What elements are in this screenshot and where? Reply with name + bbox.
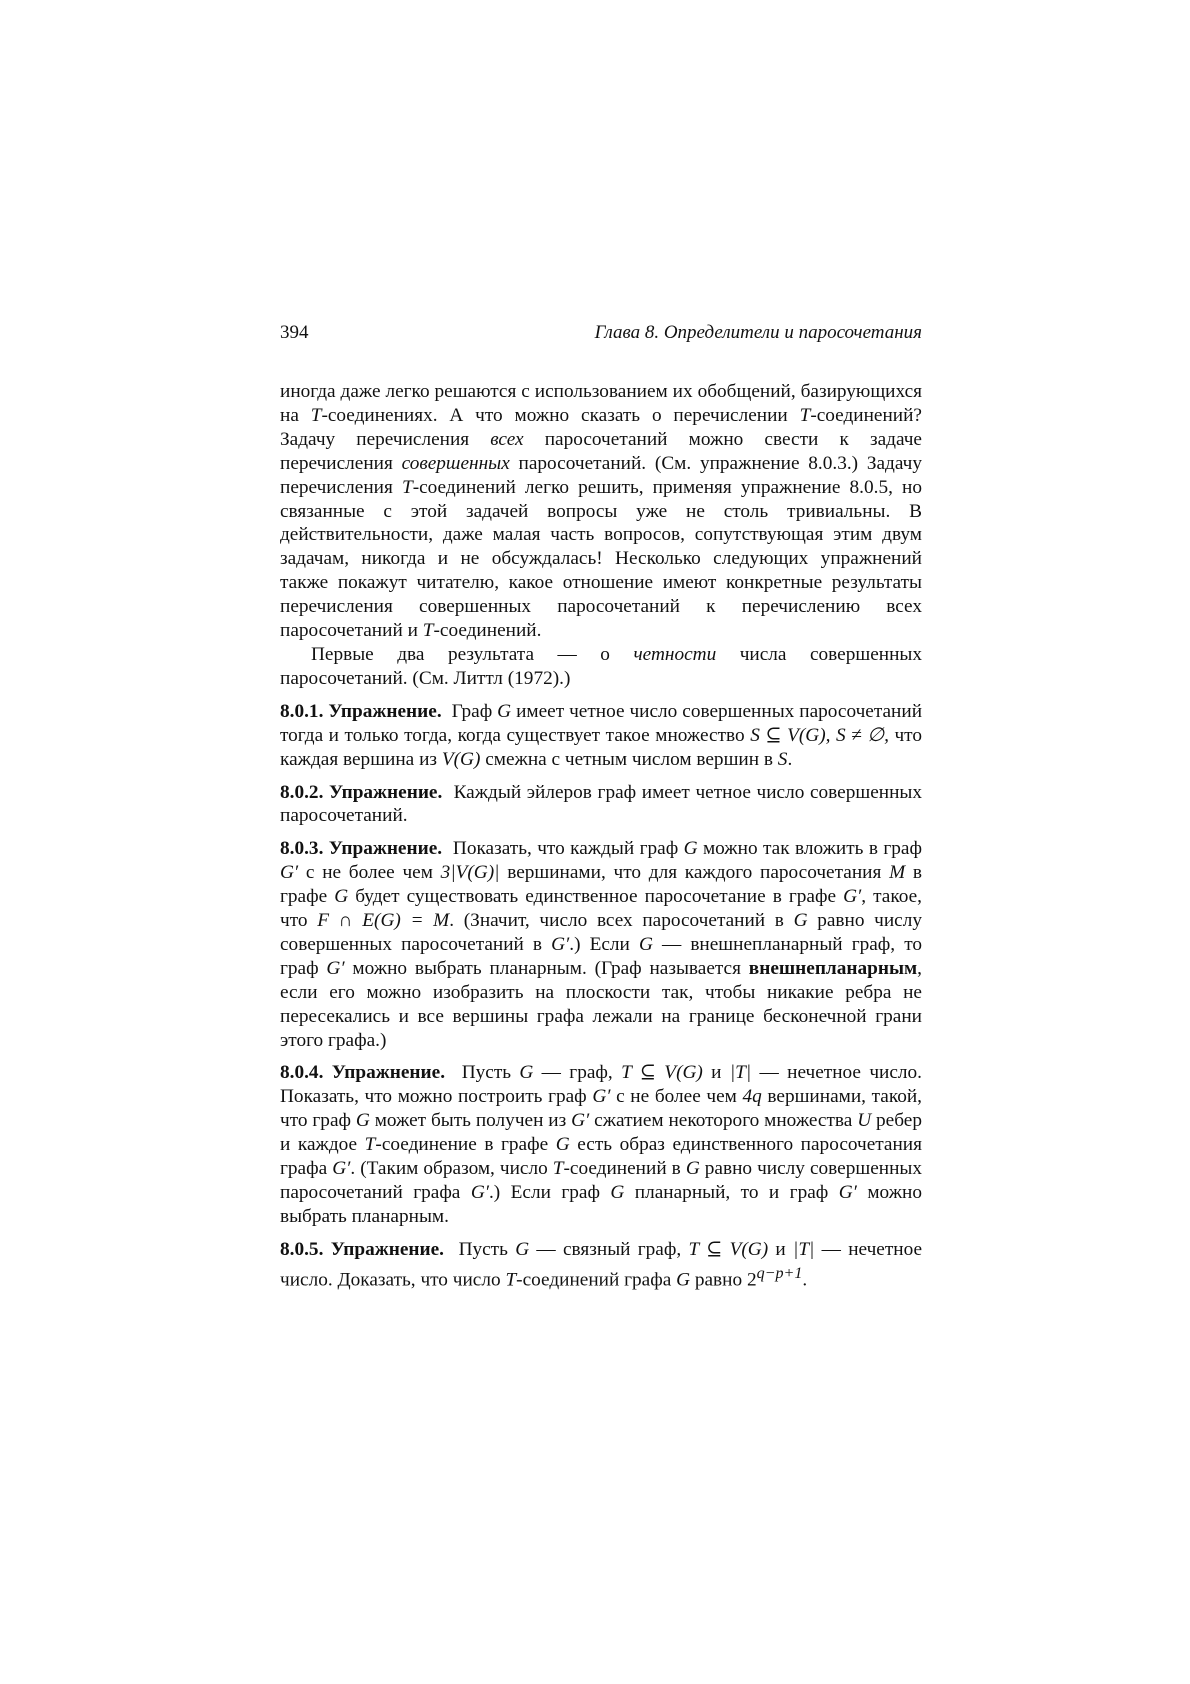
text-run: .: [787, 748, 793, 770]
text-run: — внешнепланарный граф, то граф: [280, 933, 923, 979]
math: G: [685, 1158, 700, 1180]
text-run: сжатием некоторого множества: [589, 1110, 858, 1132]
math: G: [355, 1110, 370, 1132]
body-text: [280, 380, 922, 1292]
text-run: .: [802, 1269, 808, 1291]
emphasis: всех: [490, 428, 524, 450]
text-run: Граф: [451, 700, 498, 722]
exercise-8-0-3: [280, 837, 922, 1052]
math: F ∩ E(G) = M: [317, 910, 450, 932]
text-run: есть образ единственного паросочетания графа: [280, 1134, 922, 1180]
text-run: ребер и каждое: [280, 1110, 922, 1156]
text-run: и: [702, 1062, 730, 1084]
text-run: можно выбрать планарным.: [280, 1182, 922, 1227]
math: G: [793, 910, 808, 932]
text-run: иногда даже легко решаются с использованием их обобщений, базирующихся на: [280, 381, 922, 426]
math: G: [555, 1134, 570, 1156]
math: G: [638, 933, 653, 955]
math: S ⊆ V(G), S ≠ ∅,: [750, 724, 889, 746]
math: M: [889, 862, 906, 884]
math-base: 2: [746, 1269, 757, 1291]
math: V(G): [441, 748, 481, 770]
text-run: -соединений легко решить, применяя упражнение 8.0.5, но связанные с этой задачей вопросы уже не столь тривиальны. В действительности, даже малая часть вопросов, сопутствующая этим двум задачам, никогда и не обсуждалась! Несколько следующих упражнений также покажут читателю, какое отношение имеют конкретные результаты перечисления совершенных паросочетаний к перечислению всех паросочетаний и: [280, 476, 922, 642]
text-run: равно: [690, 1269, 747, 1291]
math: G: [676, 1269, 691, 1291]
text-run: в графе: [280, 862, 922, 908]
text-run: паросочетаний можно свести к задаче перечисления: [280, 428, 922, 474]
emphasis: четности: [633, 643, 717, 665]
math: G′: [280, 862, 299, 884]
text-run: можно выбрать планарным. (Граф называется: [344, 957, 749, 979]
text-run: Пусть: [458, 1238, 516, 1260]
text-run: .) Если граф: [488, 1182, 611, 1203]
math: U: [857, 1110, 872, 1132]
math: 3|V(G)|: [440, 862, 500, 884]
math: G: [497, 700, 512, 722]
exercise-8-0-5: [280, 1238, 922, 1292]
exercise-number: 8.0.3.: [280, 838, 324, 860]
text-run: Пусть: [461, 1062, 520, 1084]
math-exponent: q−p+1: [756, 1264, 803, 1282]
text-run: -соединений.: [433, 620, 542, 642]
math: |T|: [793, 1238, 815, 1260]
math-T: T: [401, 476, 413, 498]
math: G′: [326, 957, 345, 979]
math: G: [519, 1062, 534, 1084]
exercise-number: 8.0.1.: [280, 700, 324, 722]
text-run: . (Таким образом, число: [350, 1158, 553, 1180]
text-run: , такое, что: [280, 886, 922, 932]
text-run: -соединение в графе: [375, 1134, 556, 1156]
text-run: что каждая вершина из: [280, 724, 922, 770]
exercise-number: 8.0.5.: [280, 1238, 324, 1260]
math: G′: [470, 1182, 489, 1203]
text-run: можно так вложить в граф: [697, 838, 922, 860]
math-T: T: [310, 404, 322, 426]
text-run: Первые два результата — о: [311, 643, 634, 665]
exercise-number: 8.0.2.: [280, 781, 324, 803]
text-run: Показать, что каждый граф: [452, 838, 684, 860]
math: T ⊆ V(G): [621, 1062, 703, 1084]
math: G: [334, 886, 349, 908]
exercise-8-0-1: [280, 700, 922, 772]
text-run: с не более чем: [610, 1086, 743, 1108]
text-run: с не более чем: [298, 862, 441, 884]
math-T: T: [799, 404, 811, 426]
math: G′: [843, 886, 862, 908]
math: T: [364, 1134, 376, 1156]
math: |T|: [729, 1062, 752, 1084]
text-run: Каждый эйлеров граф имеет четное число совершенных паросочетаний.: [280, 781, 922, 827]
text-run: смежна с четным числом вершин в: [480, 748, 778, 770]
second-paragraph: [280, 643, 922, 691]
text-run: равно числу совершенных паросочетаний графа: [280, 1158, 922, 1203]
text-run: вершинами, что для каждого паросочетания: [499, 862, 890, 884]
math: G′: [592, 1086, 611, 1108]
emphasis: совершенных: [401, 452, 510, 474]
text-run: имеет четное число совершенных паросочетаний тогда и только тогда, когда существует такое множество: [280, 700, 923, 746]
text-run: -соединениях. А что можно сказать о перечислении: [321, 404, 800, 426]
exercise-title: Упражнение.: [329, 781, 443, 803]
math: G: [515, 1238, 530, 1260]
defined-term: внешнепланарным: [748, 957, 918, 979]
math: G: [683, 838, 698, 860]
text-run: — нечетное число. Доказать, что число: [280, 1238, 923, 1291]
math: T ⊆ V(G): [688, 1238, 769, 1260]
page-header: [280, 322, 922, 350]
text-run: .) Если: [569, 933, 639, 955]
text-run: — нечетное число. Показать, что можно построить граф: [280, 1062, 922, 1108]
math: G′: [332, 1158, 351, 1180]
math: T: [552, 1158, 564, 1180]
text-run: . (Значит, число всех паросочетаний в: [449, 910, 794, 932]
text-run: паросочетаний. (См. упражнение 8.0.3.) Задачу перечисления: [280, 452, 922, 498]
running-head: Глава 8. Определители и паросочетания: [594, 322, 922, 343]
text-run: и: [768, 1238, 794, 1260]
exercise-title: Упражнение.: [331, 1062, 446, 1084]
text-run: — связный граф,: [529, 1238, 689, 1260]
exercise-title: Упражнение.: [328, 838, 443, 860]
exercise-title: Упражнение.: [328, 700, 442, 722]
text-run: -соединений графа: [516, 1269, 677, 1291]
exercise-title: Упражнение.: [330, 1238, 444, 1260]
text-run: вершинами, такой, что граф: [280, 1086, 922, 1132]
math-T: T: [422, 620, 434, 642]
exercise-number: 8.0.4.: [280, 1062, 324, 1084]
text-run: , если его можно изобразить на плоскости так, чтобы никакие ребра не пересекались и все вершины графа лежали на границе бесконечной грани этого графа.): [280, 957, 922, 1051]
text-run: равно числу совершенных паросочетаний в: [280, 910, 922, 955]
text-run: может быть получен из: [369, 1110, 572, 1132]
text-run: — граф,: [533, 1062, 622, 1084]
intro-paragraph: [280, 380, 922, 643]
math: G′: [571, 1110, 590, 1132]
math: G′: [838, 1182, 857, 1203]
text-run: будет существовать единственное паросочетание в графе: [348, 886, 844, 908]
exercise-8-0-4: [280, 1061, 922, 1228]
math: S: [777, 748, 788, 770]
text-run: числа совершенных паросочетаний. (См. Литтл (1972).): [280, 643, 922, 689]
math: T: [505, 1269, 517, 1291]
text-run: -соединений? Задачу перечисления: [280, 404, 922, 450]
text-run: -соединений в: [563, 1158, 686, 1180]
math: 4q: [742, 1086, 762, 1108]
math: G: [610, 1182, 625, 1203]
math: G′: [551, 933, 570, 955]
page-number: 394: [280, 322, 309, 343]
exercise-8-0-2: [280, 781, 922, 829]
text-run: планарный, то и граф: [624, 1182, 839, 1203]
